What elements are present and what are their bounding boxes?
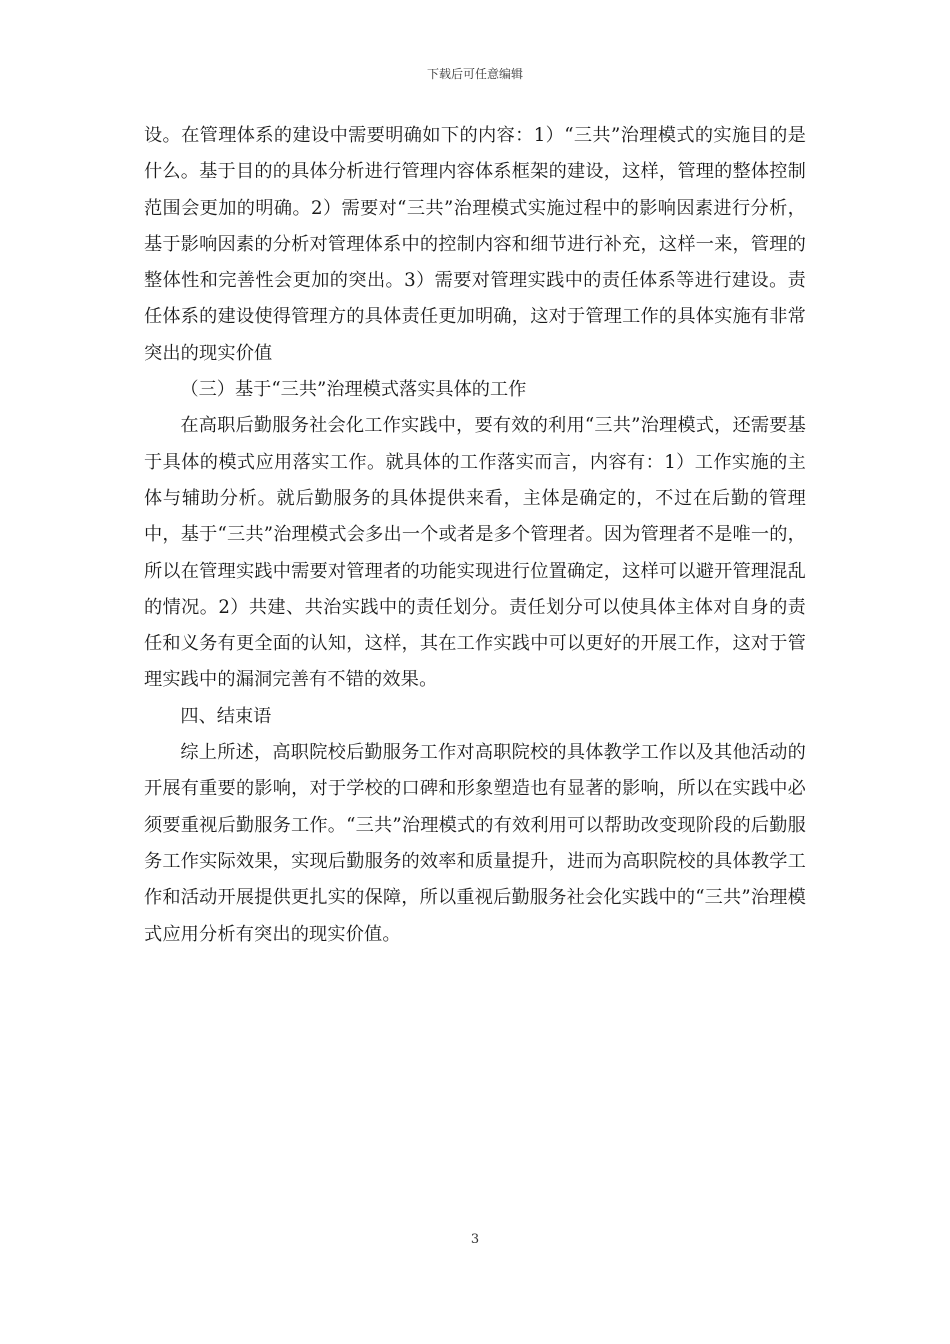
- document-body: [144, 118, 806, 953]
- section-heading-4: 四、结束语: [180, 705, 272, 727]
- body-paragraph: 在高职后勤服务社会化工作实践中，要有效的利用“三共”治理模式，还需要基于具体的模式应用落实工作。就具体的工作落实而言，内容有：1）工作实施的主体与辅助分析。就后勤服务的具体提供来看，主体是确定的，不过在后勤的管理中，基于“三共”治理模式会多出一个或者是多个管理者。因为管理者不是唯一的，所以在管理实践中需要对管理者的功能实现进行位置确定，这样可以避开管理混乱的情况。2）共建、共治实践中的责任划分。责任划分可以使具体主体对自身的责任和义务有更全面的认知，这样，其在工作实践中可以更好的开展工作，这对于管理实践中的漏洞完善有不错的效果。: [144, 415, 806, 691]
- body-paragraph-conclusion: 综上所述，高职院校后勤服务工作对高职院校的具体教学工作以及其他活动的开展有重要的影响，对于学校的口碑和形象塑造也有显著的影响，所以在实践中必须要重视后勤服务工作。“三共”治理模式的有效利用可以帮助改变现阶段的后勤服务工作实际效果，实现后勤服务的效率和质量提升，进而为高职院校的具体教学工作和活动开展提供更扎实的保障，所以重视后勤服务社会化实践中的“三共”治理模式应用分析有突出的现实价值。: [144, 742, 806, 945]
- body-paragraph-continued: 设。在管理体系的建设中需要明确如下的内容：1）“三共”治理模式的实施目的是什么。基于目的的具体分析进行管理内容体系框架的建设，这样，管理的整体控制范围会更加的明确。2）需要对“三共”治理模式实施过程中的影响因素进行分析，基于影响因素的分析对管理体系中的控制内容和细节进行补充，这样一来，管理的整体性和完善性会更加的突出。3）需要对管理实践中的责任体系等进行建设。责任体系的建设使得管理方的具体责任更加明确，这对于管理工作的具体实施有非常突出的现实价值: [144, 125, 806, 364]
- section-heading-3: （三）基于“三共”治理模式落实具体的工作: [180, 379, 527, 401]
- page-header: 下载后可任意编辑: [426, 67, 523, 81]
- page-number: 3: [470, 1232, 480, 1247]
